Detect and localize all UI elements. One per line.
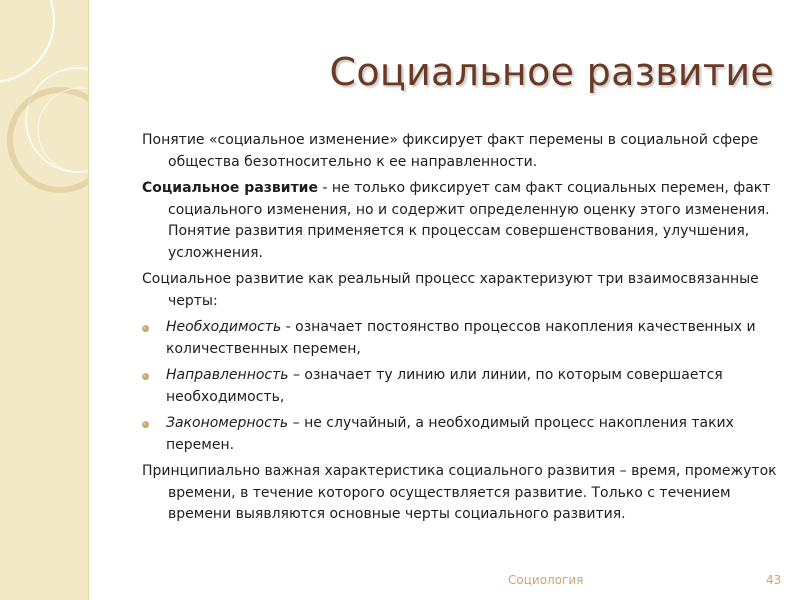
paragraph-text: Социальное развитие как реальный процесс характеризуют три взаимосвязанные черты: xyxy=(142,271,759,309)
bullet-icon xyxy=(142,421,149,428)
bullet-text: - означает постоянство процессов накопления качественных и количественных перемен, xyxy=(166,319,756,357)
list-item xyxy=(142,413,778,456)
paragraph-time xyxy=(142,461,778,526)
term-social-development: Социальное развитие xyxy=(142,180,318,196)
bullet-term: Необходимость xyxy=(166,319,282,335)
footer-subject: Социология xyxy=(508,573,584,587)
decorative-circles xyxy=(0,0,88,600)
list-item xyxy=(142,365,778,408)
bullet-term: Направленность xyxy=(166,367,289,383)
paragraph-text: - не только фиксирует сам факт социальных перемен, факт социального изменения, но и содержит определенную оценку этого изменения. Понятие развития применяется к процессам совершенствования, улучшения, усложнения. xyxy=(168,180,771,261)
decorative-side-panel xyxy=(0,0,89,600)
bullet-term: Закономерность xyxy=(166,415,289,431)
list-item xyxy=(142,317,778,360)
bullet-text: – означает ту линию или линии, по которым совершается необходимость, xyxy=(166,367,723,405)
slide-body xyxy=(142,130,778,531)
paragraph-text: Принципиально важная характеристика социального развития – время, промежуток времени, в течение которого осуществляется развитие. Только с течением времени выявляются основные черты социального развития. xyxy=(142,463,777,522)
paragraph-social-change xyxy=(142,130,778,173)
bullet-icon xyxy=(142,373,149,380)
paragraph-social-development xyxy=(142,178,778,264)
bullet-text: – не случайный, а необходимый процесс накопления таких перемен. xyxy=(166,415,734,453)
bullet-icon xyxy=(142,325,149,332)
paragraph-text: Понятие «социальное изменение» фиксирует факт перемены в социальной сфере общества безотносительно к ее направленности. xyxy=(142,132,759,170)
slide-title: Социальное развитие xyxy=(329,50,774,94)
paragraph-features-intro xyxy=(142,269,778,312)
page-number: 43 xyxy=(766,573,782,587)
